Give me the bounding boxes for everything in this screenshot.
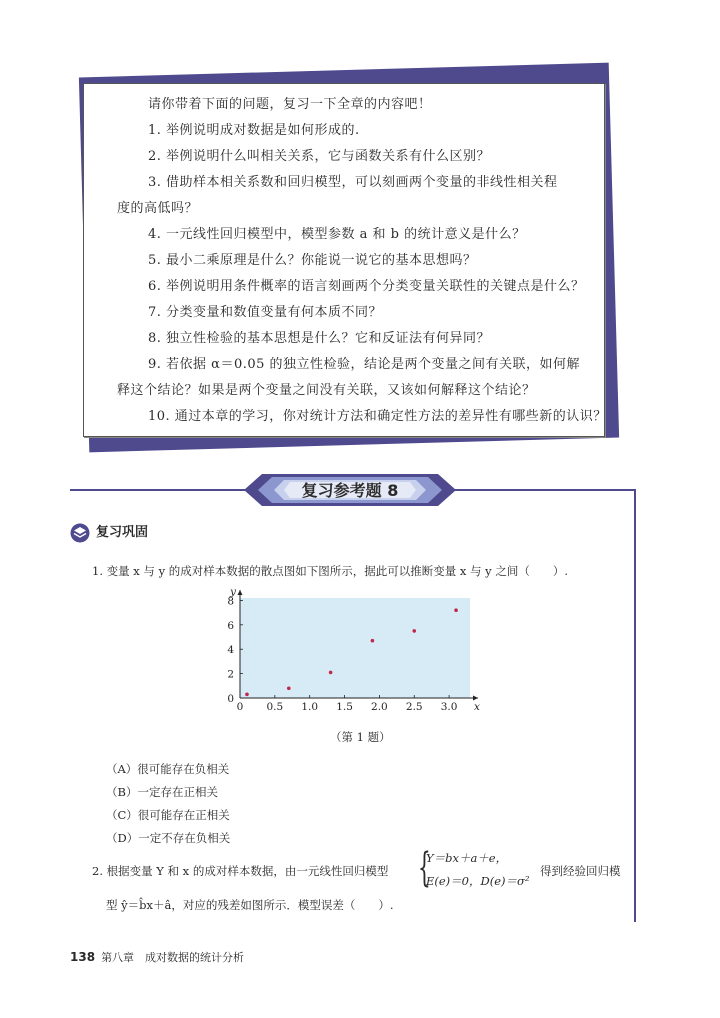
question-item: 2. 举例说明什么叫相关关系，它与函数关系有什么区别？ [148, 149, 491, 164]
question-item: 9. 若依据 α＝0.05 的独立性检验，结论是两个变量之间有关联，如何解 [148, 357, 581, 372]
data-point [329, 671, 333, 675]
problem-1-caption: （第 1 题） [330, 730, 391, 744]
y-tick-label: 2 [227, 668, 234, 681]
question-item: 10. 通过本章的学习，你对统计方法和确定性方法的差异性有哪些新的认识？ [148, 409, 607, 424]
question-item: 1. 举例说明成对数据是如何形成的. [148, 123, 360, 138]
x-tick-label: 0.5 [266, 701, 284, 713]
x-tick-label: 2.0 [371, 701, 388, 713]
model-brace: { [418, 845, 431, 891]
option-a: （A）很可能存在负相关 [106, 762, 230, 776]
problem-2-stem: 2. 根据变量 Y 和 x 的成对样本数据，由一元线性回归模型 [92, 864, 389, 878]
problem-1-stem: 1. 变量 x 与 y 的成对样本数据的散点图如下图所示，据此可以推断变量 x 与 y 之间（ ）. [92, 564, 568, 578]
scatter-chart [218, 586, 492, 714]
question-item-continued: 释这个结论？如果是两个变量之间没有关联，又该如何解释这个结论？ [117, 383, 536, 398]
problem-2-stem-line2: 型 ŷ＝b̂x＋â，对应的残差如图所示．模型误差（ ）. [106, 898, 394, 912]
data-point [245, 693, 249, 697]
x-axis-label: x [474, 701, 480, 713]
y-axis-label: y [230, 586, 236, 598]
model-equation-1: Y＝bx＋a＋e， [426, 851, 508, 865]
option-d: （D）一定不存在负相关 [106, 831, 231, 845]
section-side-rule [634, 490, 636, 922]
model-equation-2: E(e)＝0，D(e)＝σ² [426, 874, 530, 888]
x-tick-label: 0 [236, 701, 244, 713]
option-c: （C）很可能存在正相关 [106, 808, 230, 822]
page-number: 138 [70, 950, 96, 964]
x-tick-label: 3.0 [440, 701, 458, 713]
y-tick-label: 4 [227, 644, 234, 657]
x-tick-label: 1.5 [336, 701, 353, 713]
question-item: 3. 借助样本相关系数和回归模型，可以刻画两个变量的非线性相关程 [148, 175, 558, 190]
review-questions-box [83, 83, 605, 437]
y-axis-arrow [238, 590, 243, 595]
data-point [454, 608, 458, 612]
option-b: （B）一定存在正相关 [106, 785, 218, 799]
question-item-continued: 度的高低吗？ [117, 201, 199, 216]
review-questions [117, 92, 607, 430]
x-axis-arrow [473, 696, 478, 701]
y-tick-label: 6 [227, 619, 234, 632]
data-point [287, 686, 291, 690]
y-tick-label: 0 [227, 693, 234, 705]
plot-area [240, 598, 470, 698]
question-item: 7. 分类变量和数值变量有何本质不同？ [148, 305, 383, 320]
page-footer [70, 949, 244, 965]
chapter-title: 第八章 成对数据的统计分析 [101, 951, 245, 964]
subsection-title: 复习巩固 [96, 525, 149, 540]
x-tick-label: 2.5 [405, 701, 423, 713]
questions-intro: 请你带着下面的问题，复习一下全章的内容吧！ [148, 97, 432, 112]
section-title: 复习参考题 8 [301, 481, 399, 500]
question-item: 6. 举例说明用条件概率的语言刻画两个分类变量关联性的关键点是什么？ [148, 279, 585, 294]
problem-2-stem-end: 得到经验回归模 [540, 864, 621, 878]
x-tick-label: 1.0 [301, 701, 319, 713]
y-tick-label: 8 [227, 595, 234, 608]
data-point [412, 629, 416, 633]
question-item: 5. 最小二乘原理是什么？你能说一说它的基本思想吗？ [148, 253, 477, 268]
review-layers-icon [70, 523, 90, 543]
data-point [371, 639, 375, 643]
question-item: 4. 一元线性回归模型中，模型参数 a 和 b 的统计意义是什么？ [148, 227, 526, 242]
question-item: 8. 独立性检验的基本思想是什么？它和反证法有何异同？ [148, 331, 491, 346]
